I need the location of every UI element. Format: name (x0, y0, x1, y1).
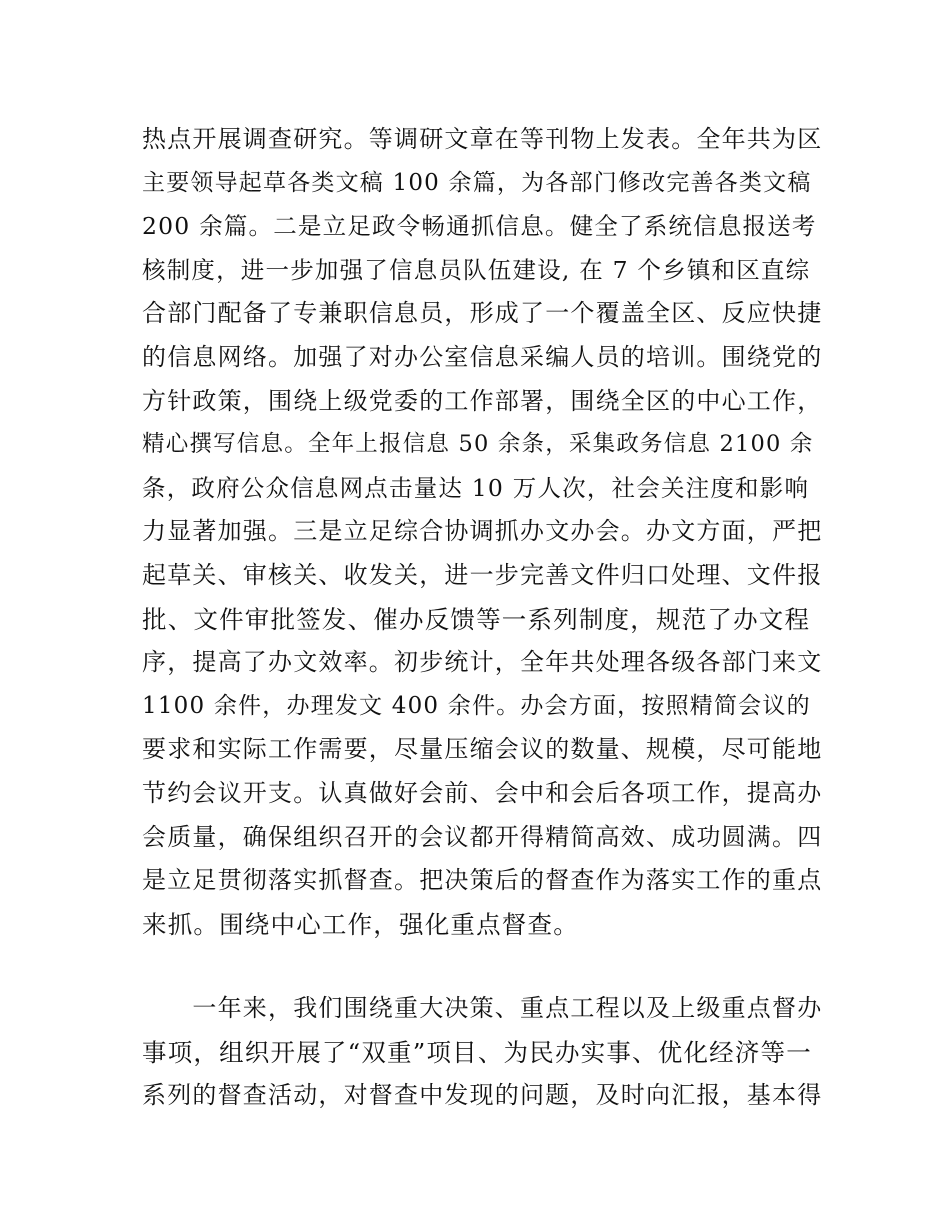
text-line: 方针政策，围绕上级党委的工作部署，围绕全区的中心工作， (142, 386, 823, 415)
text-line: 主要领导起草各类文稿 100 余篇，为各部门修改完善各类文稿 (142, 169, 812, 196)
text-line: 系列的督查活动，对督查中发现的问题，及时向汇报，基本得 (142, 1081, 823, 1110)
paragraph-1 (142, 118, 822, 946)
text-line: 要求和实际工作需要，尽量压缩会议的数量、规模，尽可能地 (142, 735, 823, 764)
text-line: 1100 余件，办理发文 400 余件。办会方面，按照精简会议的 (142, 692, 811, 719)
text-line: 批、文件审批签发、催办反馈等一系列制度，规范了办文程 (142, 604, 811, 634)
text-line: 200 余篇。二是立足政令畅通抓信息。健全了系统信息报送考 (142, 212, 817, 241)
text-line: 起草关、审核关、收发关，进一步完善文件归口处理、文件报 (142, 560, 823, 589)
text-line: 合部门配备了专兼职信息员，形成了一个覆盖全区、反应快捷 (142, 299, 823, 328)
text-line: 精心撰写信息。全年上报信息 50 余条，采集政务信息 2100 余 (142, 431, 814, 458)
text-line: 来抓。围绕中心工作，强化重点督查。 (142, 909, 579, 939)
text-line: 条，政府公众信息网点击量达 10 万人次，社会关注度和影响 (142, 473, 810, 502)
text-line: 的信息网络。加强了对办公室信息采编人员的培训。围绕党的 (142, 342, 823, 371)
text-line: 节约会议开支。认真做好会前、会中和会后各项工作，提高办 (142, 778, 823, 807)
paragraph-2 (142, 987, 822, 1118)
text-line: 事项，组织开展了“双重”项目、为民办实事、优化经济等一 (142, 1037, 812, 1067)
text-line: 序，提高了办文效率。初步统计，全年共处理各级各部门来文 (142, 648, 823, 677)
text-line: 会质量，确保组织召开的会议都开得精简高效、成功圆满。四 (142, 822, 823, 851)
text-line: 力显著加强。三是立足综合协调抓办文办会。办文方面，严把 (142, 517, 823, 546)
text-line: 一年来，我们围绕重大决策、重点工程以及上级重点督办 (142, 994, 823, 1022)
text-line: 热点开展调查研究。等调研文章在等刊物上发表。全年共为区 (142, 125, 823, 153)
text-line: 核制度，进一步加强了信息员队伍建设, 在 7 个乡镇和区直综 (142, 255, 811, 284)
text-line: 是立足贯彻落实抓督查。把决策后的督查作为落实工作的重点 (142, 866, 823, 895)
